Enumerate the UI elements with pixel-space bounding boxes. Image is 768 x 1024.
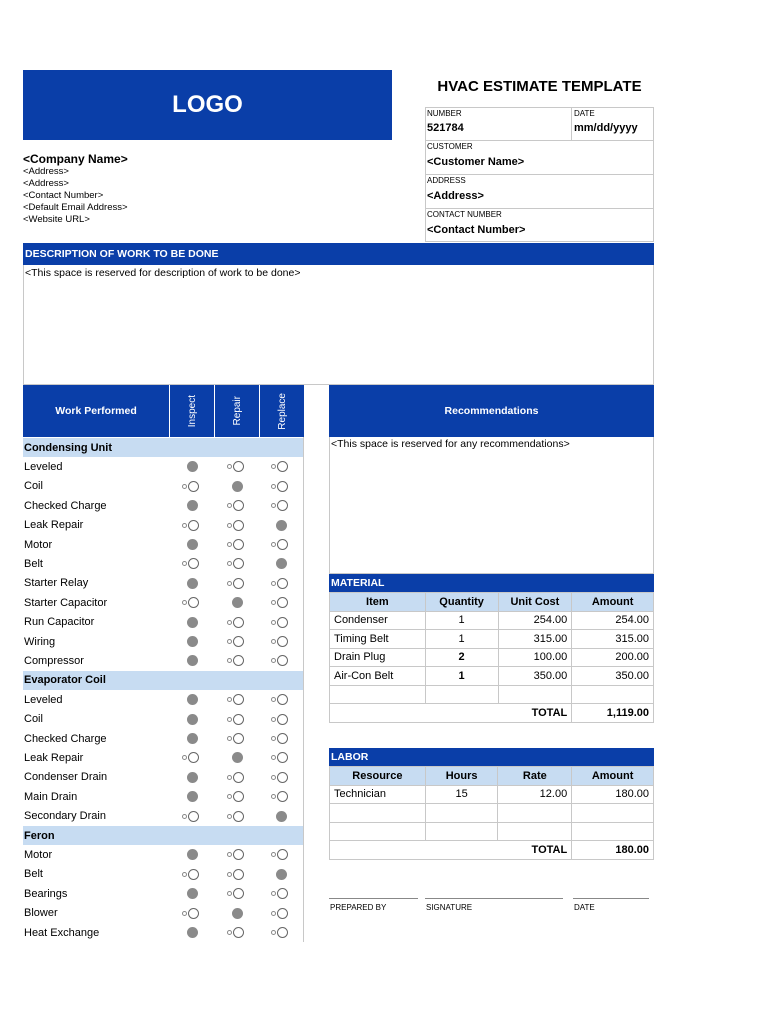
inspect-radio-selected[interactable] (187, 791, 198, 802)
repair-radio-mark (227, 581, 232, 586)
labor-rate[interactable] (498, 822, 572, 841)
replace-radio[interactable] (277, 617, 288, 628)
material-total-value: 1,119.00 (572, 704, 654, 723)
document-title: HVAC ESTIMATE TEMPLATE (437, 78, 642, 95)
customer-cell (426, 141, 653, 175)
inspect-radio-mark (182, 911, 187, 916)
replace-radio[interactable] (277, 539, 288, 550)
repair-radio-selected[interactable] (232, 481, 243, 492)
work-row (23, 690, 304, 709)
replace-radio-mark (271, 581, 276, 586)
inspect-radio-selected[interactable] (187, 888, 198, 899)
inspect-radio-selected[interactable] (187, 578, 198, 589)
repair-radio[interactable] (233, 927, 244, 938)
replace-radio[interactable] (277, 694, 288, 705)
inspect-radio-selected[interactable] (187, 849, 198, 860)
labor-row (330, 804, 654, 823)
material-item[interactable]: Air-Con Belt (330, 667, 426, 686)
labor-row (330, 822, 654, 841)
material-unit-cost[interactable]: 350.00 (498, 667, 572, 686)
work-row-label: Coil (24, 480, 43, 493)
work-group-header (23, 438, 304, 457)
repair-radio-mark (227, 620, 232, 625)
number-value[interactable]: 521784 (427, 122, 464, 134)
company-address-2[interactable]: <Address> (23, 178, 69, 189)
labor-resource[interactable]: Technician (330, 785, 426, 804)
labor-rate[interactable]: 12.00 (498, 785, 572, 804)
repair-radio-mark (227, 639, 232, 644)
material-col-unit-cost: Unit Cost (498, 593, 572, 612)
work-row-label: Secondary Drain (24, 810, 106, 823)
repair-radio-mark (227, 930, 232, 935)
material-item[interactable] (330, 685, 426, 704)
material-col-quantity: Quantity (425, 593, 498, 612)
inspect-radio-mark (182, 872, 187, 877)
recommendations-heading: Recommendations (329, 385, 654, 437)
replace-radio[interactable] (277, 733, 288, 744)
work-row-label: Bearings (24, 887, 68, 900)
repair-radio[interactable] (233, 578, 244, 589)
work-row-label: Starter Relay (24, 577, 89, 590)
logo: LOGO (23, 70, 392, 140)
repair-radio-selected[interactable] (232, 597, 243, 608)
replace-radio-mark (271, 911, 276, 916)
repair-radio-mark (227, 852, 232, 857)
material-item[interactable]: Timing Belt (330, 630, 426, 649)
repair-radio-mark (227, 523, 232, 528)
repair-radio[interactable] (233, 714, 244, 725)
repair-radio-mark (227, 503, 232, 508)
work-row (23, 651, 304, 670)
work-row-label: Motor (24, 538, 53, 551)
replace-radio[interactable] (277, 791, 288, 802)
date-label: DATE (574, 903, 595, 912)
work-row-label: Leak Repair (24, 519, 84, 532)
material-unit-cost[interactable] (498, 685, 572, 704)
work-row (23, 904, 304, 923)
company-block (23, 153, 128, 226)
inspect-radio-mark (182, 484, 187, 489)
work-row (23, 710, 304, 729)
inspect-radio[interactable] (188, 481, 199, 492)
replace-radio-mark (271, 736, 276, 741)
work-row-label: Condenser Drain (24, 771, 108, 784)
work-row-label: Leveled (24, 461, 63, 474)
inspect-radio-mark (182, 814, 187, 819)
replace-radio-mark (271, 542, 276, 547)
replace-radio-mark (271, 600, 276, 605)
replace-radio-selected[interactable] (276, 811, 287, 822)
replace-radio-selected[interactable] (276, 520, 287, 531)
replace-radio-mark (271, 639, 276, 644)
work-row-label: Starter Capacitor (24, 596, 108, 609)
repair-radio-mark (227, 658, 232, 663)
labor-total-value: 180.00 (572, 841, 654, 860)
prepared-by-label: PREPARED BY (330, 903, 387, 912)
repair-radio-mark (227, 872, 232, 877)
replace-radio-mark (271, 775, 276, 780)
replace-radio-mark (271, 484, 276, 489)
replace-radio[interactable] (277, 461, 288, 472)
material-row (330, 630, 654, 649)
description-heading: DESCRIPTION OF WORK TO BE DONE (23, 243, 654, 265)
inspect-col-header (170, 385, 215, 437)
labor-total-label: TOTAL (330, 841, 572, 860)
replace-radio-selected[interactable] (276, 869, 287, 880)
inspect-radio[interactable] (188, 908, 199, 919)
inspect-radio[interactable] (188, 869, 199, 880)
material-col-item: Item (330, 593, 426, 612)
repair-radio[interactable] (233, 500, 244, 511)
repair-radio-mark (227, 561, 232, 566)
work-row (23, 477, 304, 496)
repair-radio[interactable] (233, 520, 244, 531)
labor-amount[interactable] (572, 822, 654, 841)
material-quantity[interactable]: 1 (425, 667, 498, 686)
number-cell (426, 108, 572, 141)
replace-radio-mark (271, 697, 276, 702)
material-row (330, 685, 654, 704)
work-row-label: Leveled (24, 693, 63, 706)
replace-radio-mark (271, 717, 276, 722)
replace-radio[interactable] (277, 578, 288, 589)
replace-radio[interactable] (277, 714, 288, 725)
replace-radio[interactable] (277, 752, 288, 763)
labor-hours[interactable]: 15 (425, 785, 498, 804)
material-quantity[interactable]: 2 (425, 648, 498, 667)
inspect-radio-mark (182, 561, 187, 566)
work-row-label: Run Capacitor (24, 616, 95, 629)
replace-radio[interactable] (277, 908, 288, 919)
labor-hours[interactable] (425, 822, 498, 841)
material-item[interactable]: Drain Plug (330, 648, 426, 667)
date-value[interactable]: mm/dd/yyyy (574, 122, 638, 134)
replace-col-label: Replace (276, 392, 288, 430)
labor-resource[interactable] (330, 822, 426, 841)
company-address-1[interactable]: <Address> (23, 166, 69, 177)
work-row (23, 632, 304, 651)
work-row (23, 729, 304, 748)
repair-col-header (215, 385, 260, 437)
material-amount[interactable]: 350.00 (572, 667, 654, 686)
signature-line[interactable] (425, 898, 563, 899)
customer-value[interactable]: <Customer Name> (427, 156, 525, 168)
work-row (23, 593, 304, 612)
signature-label: SIGNATURE (426, 903, 473, 912)
material-unit-cost[interactable]: 315.00 (498, 630, 572, 649)
labor-table (329, 766, 654, 860)
labor-col-resource: Resource (330, 767, 426, 786)
replace-radio-mark (271, 794, 276, 799)
customer-label: CUSTOMER (427, 142, 473, 151)
inspect-radio-mark (182, 523, 187, 528)
repair-radio-mark (227, 775, 232, 780)
company-website[interactable]: <Website URL> (23, 214, 90, 225)
material-amount[interactable] (572, 685, 654, 704)
work-row (23, 496, 304, 515)
labor-resource[interactable] (330, 804, 426, 823)
prepared-by-line[interactable] (329, 898, 418, 899)
work-right-border (303, 437, 304, 942)
replace-radio[interactable] (277, 772, 288, 783)
replace-radio-mark (271, 658, 276, 663)
labor-heading: LABOR (329, 748, 654, 766)
work-row (23, 807, 304, 826)
address-cell (426, 175, 653, 209)
work-row-label: Coil (24, 713, 43, 726)
work-row (23, 923, 304, 942)
inspect-radio[interactable] (188, 597, 199, 608)
repair-radio-mark (227, 697, 232, 702)
repair-radio[interactable] (233, 869, 244, 880)
repair-radio-mark (227, 717, 232, 722)
material-row (330, 667, 654, 686)
inspect-col-label: Inspect (186, 394, 198, 428)
material-item[interactable]: Condenser (330, 611, 426, 630)
work-row-label: Leak Repair (24, 752, 84, 765)
company-email[interactable]: <Default Email Address> (23, 202, 128, 213)
inspect-radio-mark (182, 755, 187, 760)
inspect-radio-selected[interactable] (187, 733, 198, 744)
work-row (23, 457, 304, 476)
labor-rate[interactable] (498, 804, 572, 823)
inspect-radio[interactable] (188, 811, 199, 822)
work-row (23, 768, 304, 787)
repair-radio-mark (227, 814, 232, 819)
material-quantity[interactable] (425, 685, 498, 704)
inspect-radio-selected[interactable] (187, 500, 198, 511)
contact-value[interactable]: <Contact Number> (427, 224, 526, 236)
work-row-label: Belt (24, 868, 43, 881)
address-label: ADDRESS (427, 176, 466, 185)
replace-radio-mark (271, 755, 276, 760)
replace-radio-selected[interactable] (276, 558, 287, 569)
work-group-label: Feron (24, 829, 55, 842)
replace-radio-mark (271, 464, 276, 469)
inspect-radio-selected[interactable] (187, 927, 198, 938)
repair-radio-mark (227, 542, 232, 547)
replace-radio[interactable] (277, 927, 288, 938)
material-amount[interactable]: 200.00 (572, 648, 654, 667)
labor-row (330, 785, 654, 804)
date-line[interactable] (573, 898, 649, 899)
material-quantity[interactable]: 1 (425, 611, 498, 630)
material-amount[interactable]: 254.00 (572, 611, 654, 630)
work-row-label: Checked Charge (24, 732, 107, 745)
repair-radio[interactable] (233, 888, 244, 899)
labor-col-amount: Amount (572, 767, 654, 786)
address-value[interactable]: <Address> (427, 190, 484, 202)
work-group-header (23, 671, 304, 690)
number-label: NUMBER (427, 109, 462, 118)
repair-radio-mark (227, 736, 232, 741)
inspect-radio-selected[interactable] (187, 772, 198, 783)
work-group-label: Condensing Unit (24, 441, 112, 454)
material-col-amount: Amount (572, 593, 654, 612)
repair-radio[interactable] (233, 461, 244, 472)
work-row (23, 613, 304, 632)
work-row-label: Heat Exchange (24, 926, 100, 939)
work-row-label: Wiring (24, 635, 56, 648)
repair-radio-mark (227, 891, 232, 896)
material-total-label: TOTAL (330, 704, 572, 723)
replace-radio[interactable] (277, 481, 288, 492)
description-text[interactable]: <This space is reserved for description of work to be done> (23, 265, 654, 385)
repair-radio[interactable] (233, 655, 244, 666)
replace-radio-mark (271, 503, 276, 508)
replace-radio-mark (271, 620, 276, 625)
work-row-label: Checked Charge (24, 499, 107, 512)
work-row (23, 554, 304, 573)
work-row-label: Belt (24, 558, 43, 571)
labor-col-rate: Rate (498, 767, 572, 786)
work-group-label: Evaporator Coil (24, 674, 106, 687)
work-performed-heading: Work Performed (23, 385, 170, 437)
material-row (330, 648, 654, 667)
work-row (23, 516, 304, 535)
replace-radio[interactable] (277, 500, 288, 511)
labor-hours[interactable] (425, 804, 498, 823)
inspect-radio[interactable] (188, 558, 199, 569)
work-group-header (23, 826, 304, 845)
material-amount[interactable]: 315.00 (572, 630, 654, 649)
material-quantity[interactable]: 1 (425, 630, 498, 649)
labor-amount[interactable] (572, 804, 654, 823)
replace-radio[interactable] (277, 655, 288, 666)
inspect-radio-selected[interactable] (187, 539, 198, 550)
estimate-info-box (425, 107, 654, 242)
repair-radio[interactable] (233, 772, 244, 783)
replace-radio-mark (271, 891, 276, 896)
work-row (23, 574, 304, 593)
work-row-label: Compressor (24, 655, 84, 668)
work-performed-header (23, 385, 304, 437)
inspect-radio-selected[interactable] (187, 694, 198, 705)
inspect-radio-selected[interactable] (187, 655, 198, 666)
work-row (23, 787, 304, 806)
material-heading: MATERIAL (329, 574, 654, 592)
repair-radio[interactable] (233, 694, 244, 705)
work-row (23, 535, 304, 554)
repair-radio[interactable] (233, 558, 244, 569)
repair-radio-mark (227, 794, 232, 799)
repair-radio[interactable] (233, 811, 244, 822)
repair-col-label: Repair (231, 396, 243, 426)
labor-col-hours: Hours (425, 767, 498, 786)
work-row-label: Blower (24, 907, 58, 920)
work-row-label: Motor (24, 849, 53, 862)
recommendations-text[interactable]: <This space is reserved for any recommendations> (329, 437, 654, 574)
repair-radio-mark (227, 464, 232, 469)
inspect-radio[interactable] (188, 520, 199, 531)
work-row (23, 884, 304, 903)
repair-radio[interactable] (233, 617, 244, 628)
date-label: DATE (574, 109, 595, 118)
contact-label: CONTACT NUMBER (427, 210, 502, 219)
replace-radio-mark (271, 852, 276, 857)
date-cell (572, 108, 653, 141)
replace-radio-mark (271, 930, 276, 935)
labor-amount[interactable]: 180.00 (572, 785, 654, 804)
work-row (23, 845, 304, 864)
inspect-radio-selected[interactable] (187, 617, 198, 628)
repair-radio[interactable] (233, 636, 244, 647)
repair-radio[interactable] (233, 539, 244, 550)
contact-cell (426, 209, 653, 241)
replace-radio[interactable] (277, 636, 288, 647)
inspect-radio[interactable] (188, 752, 199, 763)
repair-radio[interactable] (233, 733, 244, 744)
replace-col-header (260, 385, 304, 437)
replace-radio[interactable] (277, 597, 288, 608)
inspect-radio-selected[interactable] (187, 461, 198, 472)
replace-radio[interactable] (277, 849, 288, 860)
material-unit-cost[interactable]: 100.00 (498, 648, 572, 667)
inspect-radio-mark (182, 600, 187, 605)
repair-radio-selected[interactable] (232, 908, 243, 919)
repair-radio-selected[interactable] (232, 752, 243, 763)
inspect-radio-selected[interactable] (187, 636, 198, 647)
repair-radio[interactable] (233, 849, 244, 860)
work-row (23, 748, 304, 767)
work-row-label: Main Drain (24, 790, 78, 803)
company-contact[interactable]: <Contact Number> (23, 190, 104, 201)
material-row (330, 611, 654, 630)
work-row (23, 865, 304, 884)
material-table (329, 592, 654, 723)
inspect-radio-selected[interactable] (187, 714, 198, 725)
company-name[interactable]: <Company Name> (23, 152, 128, 166)
material-unit-cost[interactable]: 254.00 (498, 611, 572, 630)
repair-radio[interactable] (233, 791, 244, 802)
replace-radio[interactable] (277, 888, 288, 899)
